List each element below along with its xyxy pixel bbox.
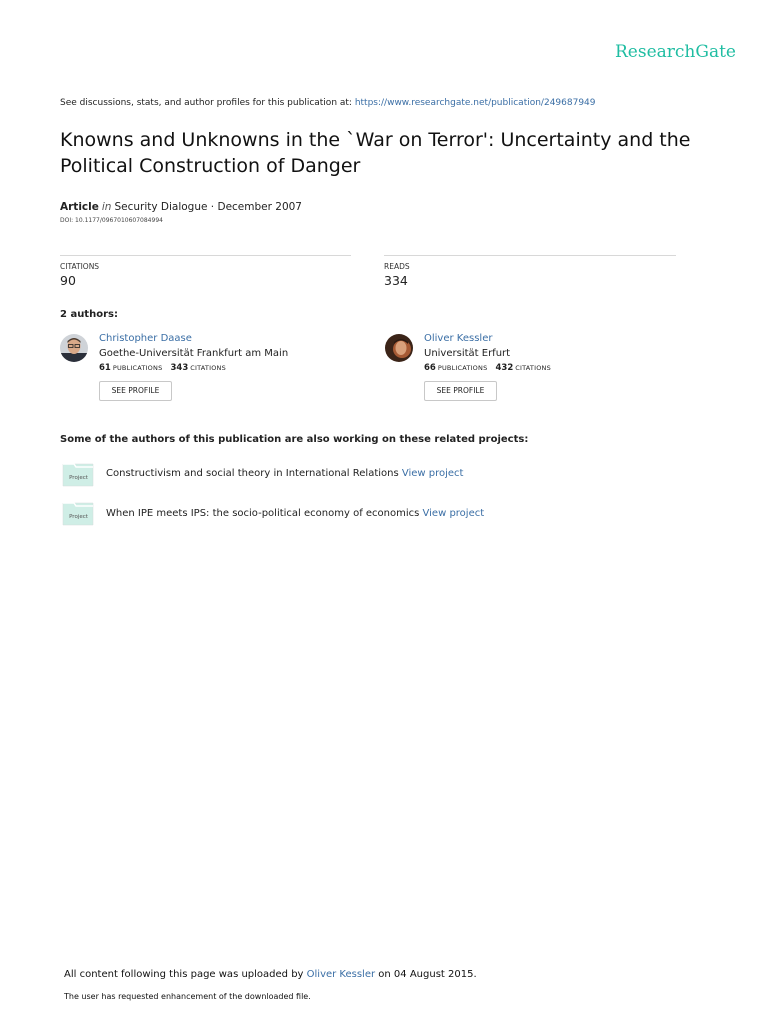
- author-name[interactable]: Oliver Kessler: [424, 333, 493, 344]
- doi: DOI: 10.1177/0967010607084994: [60, 217, 163, 224]
- divider-left: [60, 255, 351, 256]
- discussions-text: See discussions, stats, and author profiles for this publication at:: [60, 98, 355, 108]
- project-icon-label: Project: [69, 475, 88, 481]
- discussions-line: [60, 98, 596, 108]
- author-stats: [424, 363, 551, 373]
- author-citations-label: CITATIONS: [190, 364, 226, 372]
- reads-label: READS: [384, 262, 410, 271]
- uploader-link[interactable]: Oliver Kessler: [306, 969, 376, 980]
- citations-count: 90: [60, 273, 76, 288]
- avatar-christopher-daase[interactable]: [60, 334, 88, 362]
- divider-right: [384, 255, 676, 256]
- publications-label: PUBLICATIONS: [112, 364, 163, 372]
- author-stats: [99, 363, 226, 373]
- in-label: in: [101, 201, 112, 213]
- project-icon-label: Project: [69, 514, 88, 520]
- project-item: [106, 468, 463, 479]
- related-projects-heading: Some of the authors of this publication are also working on these related projects:: [60, 434, 529, 445]
- article-meta: [60, 201, 302, 213]
- see-profile-button[interactable]: SEE PROFILE: [99, 381, 172, 401]
- author-citations-count: 432: [495, 363, 514, 373]
- upload-notice: [64, 969, 477, 980]
- view-project-link[interactable]: View project: [422, 508, 485, 519]
- author-citations-count: 343: [170, 363, 189, 373]
- page-title: Knowns and Unknowns in the `War on Terror': Uncertainty and the Political Construction of Danger: [60, 129, 691, 177]
- publications-count: 66: [424, 363, 436, 373]
- researchgate-logo[interactable]: ResearchGate: [615, 42, 736, 62]
- upload-prefix: All content following this page was uploaded by: [64, 969, 307, 980]
- view-project-link[interactable]: View project: [401, 468, 464, 479]
- author-affiliation: Goethe-Universität Frankfurt am Main: [99, 348, 289, 359]
- project-title: Constructivism and social theory in International Relations: [106, 468, 402, 479]
- project-title: When IPE meets IPS: the socio-political economy of economics: [106, 508, 423, 519]
- publications-label: PUBLICATIONS: [437, 364, 488, 372]
- author-photo-icon: [60, 334, 88, 362]
- author-photo-icon: [385, 334, 413, 362]
- avatar-oliver-kessler[interactable]: [385, 334, 413, 362]
- publication-link[interactable]: https://www.researchgate.net/publication/249687949: [354, 98, 596, 108]
- enhancement-notice: The user has requested enhancement of the downloaded file.: [64, 992, 311, 1001]
- journal-date: Security Dialogue · December 2007: [114, 201, 302, 213]
- upload-suffix: on 04 August 2015.: [375, 969, 477, 980]
- project-item: [106, 508, 484, 519]
- article-type: Article: [60, 201, 99, 213]
- citations-label: CITATIONS: [60, 262, 100, 271]
- publications-count: 61: [99, 363, 111, 373]
- reads-count: 334: [384, 273, 408, 288]
- authors-heading: 2 authors:: [60, 309, 118, 320]
- author-affiliation: Universität Erfurt: [424, 348, 511, 359]
- author-citations-label: CITATIONS: [515, 364, 551, 372]
- see-profile-button[interactable]: SEE PROFILE: [424, 381, 497, 401]
- project-icon: [62, 463, 95, 487]
- project-icon: [62, 502, 95, 526]
- author-name[interactable]: Christopher Daase: [99, 333, 192, 344]
